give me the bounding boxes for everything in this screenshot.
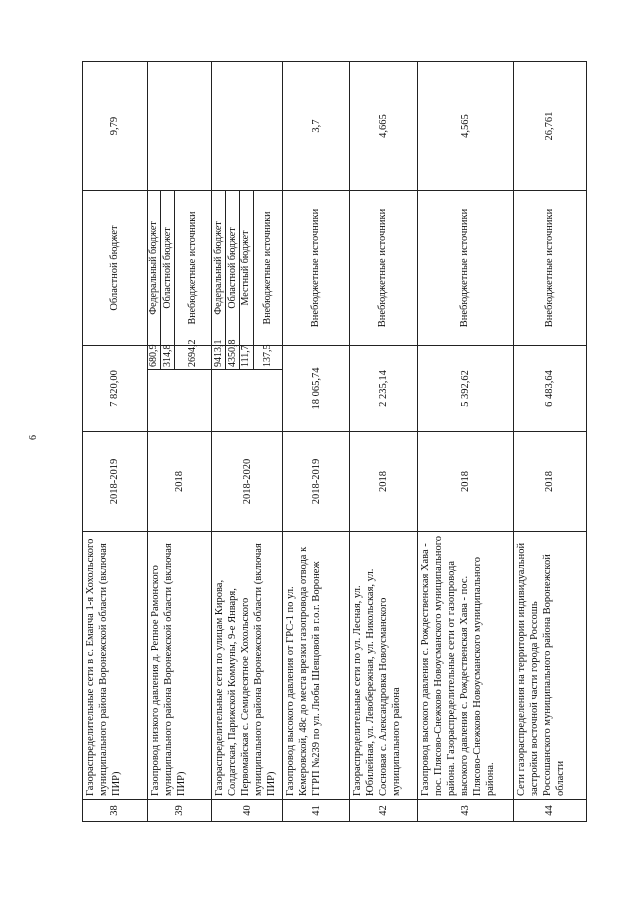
project-years: 2018 xyxy=(417,432,513,532)
project-value: 3,7 xyxy=(283,62,350,191)
project-total-blank xyxy=(212,370,283,432)
project-years: 2018 xyxy=(350,432,418,532)
project-name: Газораспределительные сети по улицам Кирова, Солдатская, Парижской Коммуны, 9-е Января, Первомайская с. Семидесятное Хохольского муниципального района Воронежской области (включая ПИР) xyxy=(212,532,283,800)
project-total: 6 483,64 xyxy=(513,346,586,432)
row-number: 44 xyxy=(513,800,586,822)
project-value: 4,565 xyxy=(417,62,513,191)
funding-amount: 137,5 xyxy=(253,346,283,370)
row-number: 38 xyxy=(83,800,148,822)
funding-amount: 680,9 xyxy=(147,346,161,370)
table-row xyxy=(513,62,586,822)
row-number: 39 xyxy=(147,800,212,822)
funding-amount: 2694,2 xyxy=(174,346,212,370)
row-number: 43 xyxy=(417,800,513,822)
project-years: 2018-2020 xyxy=(212,432,283,532)
funding-source: Областной бюджет xyxy=(226,191,240,346)
project-years: 2018 xyxy=(513,432,586,532)
table-row xyxy=(350,62,418,822)
project-name: Сети газораспределения на территории индивидуальной застройки восточной части города Россошь Россошанского муниципального района Воронежской области xyxy=(513,532,586,800)
row-number: 41 xyxy=(283,800,350,822)
table-row xyxy=(147,62,161,822)
table-row xyxy=(83,62,148,822)
funding-source: Областной бюджет xyxy=(161,191,175,346)
funding-source: Внебюджетные источники xyxy=(350,191,418,346)
project-total: 18 065,74 xyxy=(283,346,350,432)
funding-source: Внебюджетные источники xyxy=(417,191,513,346)
project-name: Газопровод высокого давления от ГРС-1 по ул. Кемеровской, 48с до места врезки газопровода отвода к ГГРП №239 по ул. Любы Шевцовой в г.о.г. Воронеж xyxy=(283,532,350,800)
funding-source: Местный бюджет xyxy=(239,191,253,346)
table-row xyxy=(283,62,350,822)
funding-source: Внебюджетные источники xyxy=(253,191,283,346)
gas-projects-table xyxy=(82,61,587,822)
funding-source: Внебюджетные источники xyxy=(283,191,350,346)
funding-amount: 4350,8 xyxy=(226,346,240,370)
funding-source: Внебюджетные источники xyxy=(513,191,586,346)
project-value-blank xyxy=(147,62,212,191)
funding-amount: 314,8 xyxy=(161,346,175,370)
project-years: 2018 xyxy=(147,432,212,532)
project-total-blank xyxy=(147,370,212,432)
row-number: 42 xyxy=(350,800,418,822)
page-number: 6 xyxy=(28,435,39,440)
funding-amount: 111,7 xyxy=(239,346,253,370)
project-value-blank xyxy=(212,62,283,191)
project-name: Газопровод высокого давления с. Рождественская Хава - пос. Плясово-Снежково Новоусманского муниципального района. Газораспределительные сети от газопровода высокого давления с. Рождественская Хава - пос. Плясово-Снежково Новоусманского муниципального района. xyxy=(417,532,513,800)
funding-source: Федеральный бюджет xyxy=(212,191,226,346)
rotated-table-wrapper xyxy=(82,62,587,822)
funding-source: Областной бюджет xyxy=(83,191,148,346)
funding-amount: 9413,1 xyxy=(212,346,226,370)
funding-source: Федеральный бюджет xyxy=(147,191,161,346)
project-years: 2018-2019 xyxy=(83,432,148,532)
table-row xyxy=(212,62,226,822)
project-value: 26,761 xyxy=(513,62,586,191)
table-row xyxy=(417,62,513,822)
project-name: Газораспределительные сети по ул. Лесная, ул. Юбилейная, ул. Левобережная, ул. Никольская, ул. Сосновая с. Александровка Новоусманского муниципального района xyxy=(350,532,418,800)
project-total: 7 820,00 xyxy=(83,346,148,432)
project-total: 2 235,14 xyxy=(350,346,418,432)
project-name: Газораспределительные сети в с. Еманча 1-я Хохольского муниципального района Воронежской области (включая ПИР) xyxy=(83,532,148,800)
project-value: 4,665 xyxy=(350,62,418,191)
project-total: 5 392,62 xyxy=(417,346,513,432)
project-name: Газопровод низкого давления д. Репное Рамонского муниципального района Воронежской области (включая ПИР) xyxy=(147,532,212,800)
project-value: 9,79 xyxy=(83,62,148,191)
funding-source: Внебюджетные источники xyxy=(174,191,212,346)
row-number: 40 xyxy=(212,800,283,822)
project-years: 2018-2019 xyxy=(283,432,350,532)
